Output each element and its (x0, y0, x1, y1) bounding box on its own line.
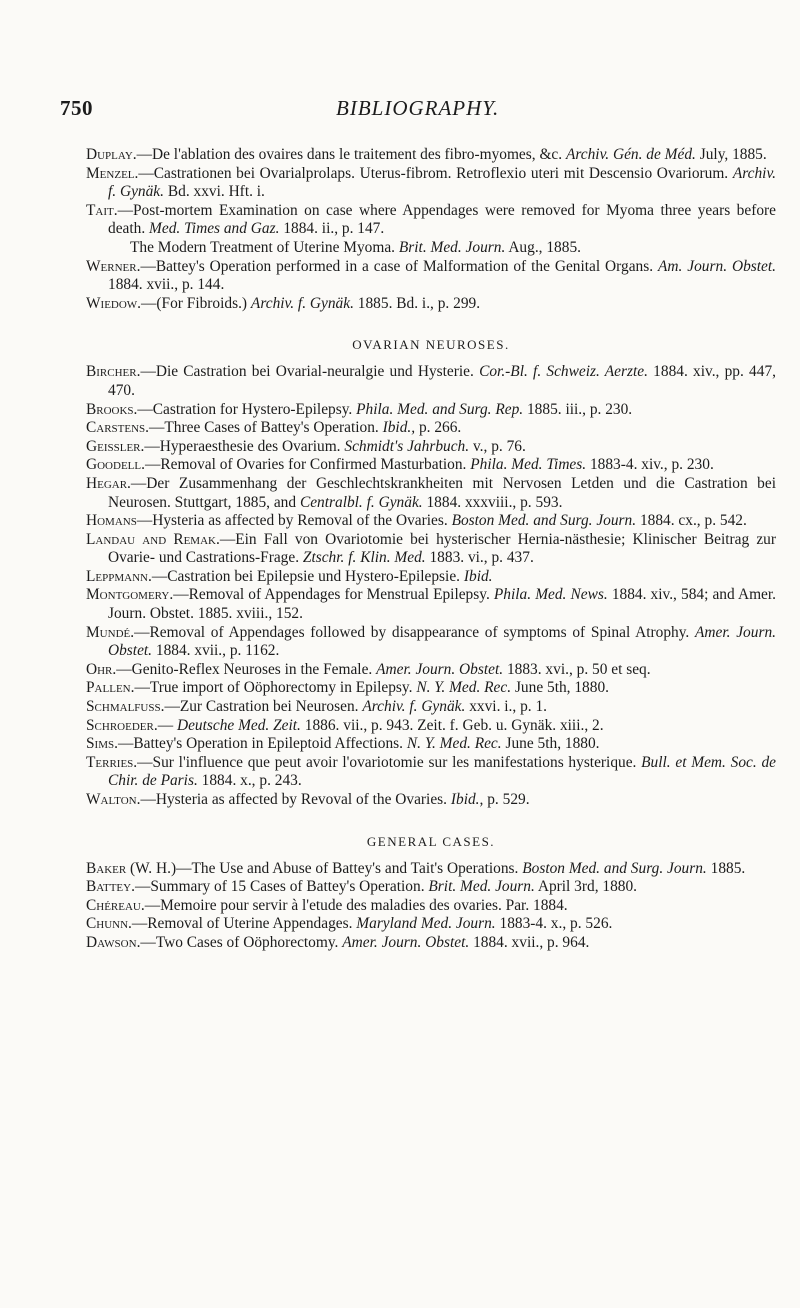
entry-source: Bull. et Mem. Soc. de Chir. de Paris. (108, 753, 776, 790)
entry-rest: 1884. x., p. 243. (201, 772, 302, 790)
entry-rest: 1883. xvi., p. 50 et seq. (506, 660, 651, 678)
entry-rest: p. 529. (487, 791, 530, 808)
section-heading: GENERAL CASES. (366, 833, 496, 849)
entry-title: —Hysteria as affected by Revoval of the Ovaries. (140, 791, 448, 808)
bibliography-section (86, 834, 776, 953)
entry-title: —Der Zusammenhang der Geschlechtskrankheiten mit Nervosen Letden und die Castration bei Neurosen. Stuttgart, 1885, and (108, 474, 776, 511)
bibliography-entry (86, 456, 776, 475)
entry-title: —Post-mortem Examination on case where Appendages were removed for Myoma three years before death. (108, 201, 776, 238)
entry-author: Pallen. (86, 679, 135, 697)
entry-title: —Castration for Hystero-Epilepsy. (137, 400, 353, 418)
bibliography-entry (86, 791, 776, 810)
entry-author: Battey. (86, 878, 135, 896)
bibliography-entry (86, 401, 776, 420)
entry-rest: 1884. xiv., pp. 447, 470. (108, 363, 776, 399)
entry-source: Med. Times and Gaz. (149, 220, 280, 238)
bibliography-entry (86, 915, 776, 934)
entry-title: —Memoire pour servir à l'etude des maladies des ovaries. Par. 1884. (144, 896, 568, 914)
bibliography-entry (86, 717, 776, 736)
entry-author: Menzel. (86, 164, 139, 182)
bibliography-entry (86, 897, 776, 916)
entry-title: —Summary of 15 Cases of Battey's Operation. (134, 878, 425, 896)
entry-rest: xxvi. i., p. 1. (469, 698, 548, 716)
entry-title: —Castration bei Epilepsie und Hystero-Epilepsie. (151, 567, 461, 585)
entry-author: Schmalfuss. (86, 698, 165, 716)
entry-source: Ibid., (382, 419, 416, 437)
entry-title: —True import of Oöphorectomy in Epilepsy. (134, 679, 413, 697)
entry-author: Carstens. (86, 419, 150, 437)
entry-title: —Hyperaesthesie des Ovarium. (144, 437, 341, 455)
entry-source: Phila. Med. News. (493, 586, 608, 604)
entry-rest: Bd. xxvi. Hft. i. (167, 183, 265, 201)
entry-rest: 1884. xvii., p. 1162. (155, 642, 280, 660)
entry-source: Schmidt's Jahrbuch. (344, 437, 470, 455)
page-header (0, 96, 800, 126)
bibliography-entry (86, 698, 776, 717)
entry-author: Goodell. (86, 456, 145, 474)
entry-author: Baker (W. H.) (86, 859, 177, 877)
bibliography-content (86, 146, 776, 953)
entry-title: —Hysteria as affected by Removal of the Ovaries. (136, 512, 448, 530)
entry-title: —Removal of Appendages for Menstrual Epilepsy. (173, 586, 490, 604)
entry-title: —Die Castration bei Ovarial-neuralgie und Hysterie. (140, 363, 474, 381)
entry-rest: 1884. cx., p. 542. (639, 512, 747, 530)
bibliography-entry (86, 146, 776, 165)
bibliography-entry (86, 512, 776, 531)
entry-author: Werner. (86, 257, 141, 275)
section-heading: OVARIAN NEUROSES. (352, 337, 510, 353)
entry-title: —Genito-Reflex Neuroses in the Female. (116, 660, 373, 678)
bibliography-entry (86, 475, 776, 512)
entry-title: —Battey's Operation in Epileptoid Affections. (117, 735, 403, 753)
entry-author: Landau and Remak. (86, 530, 220, 548)
page-number: 750 (60, 96, 93, 120)
entry-author: Schroeder. (86, 716, 158, 734)
entry-author: Hegar. (86, 474, 131, 492)
entry-title: The Modern Treatment of Uterine Myoma. (130, 238, 396, 256)
entry-source: Ztschr. f. Klin. Med. (302, 549, 426, 567)
entry-source: Archiv. f. Gynäk. (362, 698, 466, 716)
entry-rest: 1884. xiv., 584; and Amer. Journ. Obstet. 1885. xviii., 152. (108, 586, 776, 623)
entry-title: —Removal of Uterine Appendages. (131, 915, 353, 933)
entry-title: —The Use and Abuse of Battey's and Tait's Operations. (176, 859, 519, 877)
bibliography-entry (86, 624, 776, 661)
bibliography-entry (86, 438, 776, 457)
bibliography-entry (86, 363, 776, 400)
bibliography-section (86, 337, 776, 809)
bibliography-entry (86, 754, 776, 791)
entry-source: N. Y. Med. Rec. (406, 735, 502, 753)
entry-source: Amer. Journ. Obstet. (108, 623, 776, 660)
bibliography-entry (86, 295, 776, 314)
entry-author: Wiedow. (86, 294, 142, 312)
entry-author: Chéreau. (86, 896, 145, 914)
entry-title: —Zur Castration bei Neurosen. (164, 698, 359, 716)
entry-author: Leppmann. (86, 567, 152, 585)
entry-source: Maryland Med. Journ. (356, 915, 496, 933)
entry-title: —Three Cases of Battey's Operation. (149, 419, 379, 437)
entry-source: Boston Med. and Surg. Journ. (522, 859, 707, 877)
entry-author: Duplay. (86, 146, 137, 163)
entry-source: Amer. Journ. Obstet. (376, 660, 504, 678)
entry-author: Homans (86, 512, 137, 530)
entry-rest: 1883. vi., p. 437. (429, 549, 534, 567)
entry-author: Dawson. (86, 933, 141, 951)
entry-author: Walton. (86, 791, 141, 808)
bibliography-entry (86, 934, 776, 953)
entry-author: Sims. (86, 735, 118, 753)
entry-title: —Removal of Ovaries for Confirmed Masturbation. (144, 456, 467, 474)
entry-author: Ohr. (86, 660, 117, 678)
entry-title: —Ein Fall von Ovariotomie bei hysterischer Hernia-nästhesie; Klinischer Beitrag zur Ovarie- und Castrations-Frage. (108, 530, 776, 567)
entry-author: Brooks. (86, 400, 138, 418)
entry-source: Archiv. f. Gynäk. (250, 294, 354, 312)
entry-source: Am. Journ. Obstet. (658, 257, 776, 275)
entry-rest: 1883-4. x., p. 526. (499, 915, 613, 933)
bibliography-entry (86, 586, 776, 623)
entry-source: Archiv. f. Gynäk. (108, 164, 776, 201)
entry-author: Mundé. (86, 623, 135, 641)
entry-rest: 1885. iii., p. 230. (526, 400, 633, 418)
entry-source: Cor.-Bl. f. Schweiz. Aerzte. (479, 363, 648, 381)
entry-rest: 1884. xxxviii., p. 593. (426, 493, 563, 511)
bibliography-entry (86, 860, 776, 879)
bibliography-entry (86, 419, 776, 438)
entry-title: — (157, 716, 174, 734)
entry-source: Centralbl. f. Gynäk. (299, 493, 423, 511)
entry-author: Terries. (86, 753, 138, 771)
entry-rest: June 5th, 1880. (505, 735, 600, 753)
entry-source: N. Y. Med. Rec. (416, 679, 512, 697)
entry-author: Montgomery. (86, 586, 174, 604)
entry-rest: June 5th, 1880. (514, 679, 609, 697)
entry-rest: 1886. vii., p. 943. Zeit. f. Geb. u. Gynäk. xiii., 2. (304, 716, 604, 734)
entry-source: Phila. Med. Times. (470, 456, 587, 474)
bibliography-entry (86, 531, 776, 568)
entry-title: —Battey's Operation performed in a case of Malformation of the Genital Organs. (140, 257, 654, 275)
bibliography-entry (86, 202, 776, 239)
entry-source: Brit. Med. Journ. (428, 878, 535, 896)
entry-title: —(For Fibroids.) (141, 294, 248, 312)
running-title: BIBLIOGRAPHY. (336, 96, 500, 120)
entry-rest: p. 266. (418, 419, 462, 437)
bibliography-entry (86, 679, 776, 698)
entry-source: Archiv. Gén. de Méd. (565, 146, 696, 163)
entry-title: —Sur l'influence que peut avoir l'ovariotomie sur les manifestations hysterique. (137, 753, 637, 771)
entry-title: —Removal of Appendages followed by disappearance of symptoms of Spinal Atrophy. (134, 623, 690, 641)
entry-source: Boston Med. and Surg. Journ. (451, 512, 637, 530)
entry-author: Bircher. (86, 363, 141, 381)
entry-author: Chunn. (86, 915, 132, 933)
entry-rest: 1885. Bd. i., p. 299. (357, 294, 481, 312)
entry-rest: 1883-4. xiv., p. 230. (589, 456, 714, 474)
entry-rest: 1885. (710, 859, 746, 877)
entry-rest: 1884. xvii., p. 144. (108, 276, 225, 294)
bibliography-entry (86, 165, 776, 202)
entry-rest: v., p. 76. (472, 437, 526, 455)
entry-title: —De l'ablation des ovaires dans le traitement des fibro-myomes, &c. (136, 146, 563, 163)
entry-author: Tait. (86, 201, 118, 219)
bibliography-entry (86, 239, 776, 258)
entry-source: Ibid. (463, 567, 493, 585)
entry-rest: Aug., 1885. (508, 238, 581, 256)
bibliography-entry (86, 568, 776, 587)
entry-rest: July, 1885. (699, 146, 767, 163)
entry-source: Brit. Med. Journ. (398, 238, 506, 256)
entry-source: Phila. Med. and Surg. Rep. (356, 400, 524, 418)
entry-rest: 1884. xvii., p. 964. (473, 933, 590, 951)
bibliography-section (86, 146, 776, 313)
entry-rest: 1884. ii., p. 147. (283, 220, 385, 238)
bibliography-entry (86, 661, 776, 680)
bibliography-entry (86, 735, 776, 754)
entry-source: Amer. Journ. Obstet. (342, 933, 470, 951)
bibliography-entry (86, 878, 776, 897)
bibliography-entry (86, 258, 776, 295)
entry-rest: April 3rd, 1880. (537, 878, 638, 896)
entry-title: —Castrationen bei Ovarialprolaps. Uterus-fibrom. Retroflexio uteri mit Descensio Ovariorum. (138, 164, 729, 182)
entry-source: Ibid., (450, 791, 484, 808)
entry-title: —Two Cases of Oöphorectomy. (140, 933, 339, 951)
entry-author: Geissler. (86, 437, 145, 455)
entry-source: Deutsche Med. Zeit. (176, 716, 301, 734)
